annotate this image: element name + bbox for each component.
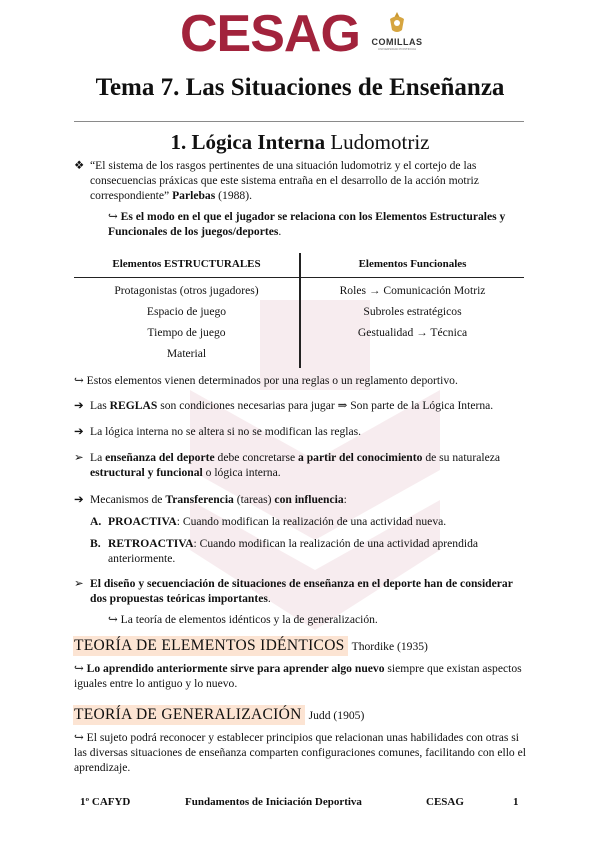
quote-note: ↪ Es el modo en el que el jugador se relaciona con los Elementos Estructurales y Funcionales de los juegos/deportes. (108, 210, 506, 238)
table-header-structural: Elementos ESTRUCTURALES (112, 258, 261, 270)
list-label-a: A. (90, 515, 102, 528)
footer-course: 1º CAFYD (80, 796, 131, 808)
footer-org: CESAG (426, 796, 464, 808)
point-text: : (343, 493, 347, 506)
quote-block (90, 158, 530, 203)
table-cell: Tiempo de juego (147, 326, 226, 339)
point-bold: El diseño y secuenciación de situaciones de enseñanza en el deporte han de considerar dos propuestas teóricas importantes (90, 577, 513, 605)
table-cell: Roles → Comunicación Motriz (339, 284, 486, 297)
point-rules (90, 398, 530, 413)
hook-arrow-icon: ↪ (108, 613, 118, 626)
page-number: 1 (513, 796, 519, 808)
diamond-bullet-icon: ❖ (74, 159, 85, 172)
point-text: La (90, 451, 103, 464)
point-design-note (108, 612, 528, 627)
point-bold: enseñanza del deporte (105, 451, 215, 464)
table-cell: Espacio de juego (146, 305, 227, 318)
theory-bold: Lo aprendido anteriormente sirve para aprender algo nuevo (86, 662, 385, 675)
list-item-proactive (108, 514, 528, 529)
hook-arrow-icon: ↪ (74, 662, 84, 675)
point-text: Las (90, 399, 107, 412)
section-heading (0, 128, 600, 156)
table-cell: Subroles estratégicos (363, 305, 462, 318)
section-number: 1. Lógica Interna (170, 130, 326, 154)
page-title: Tema 7. Las Situaciones de Enseñanza (95, 74, 505, 101)
theory-author: Thordike (1935) (351, 640, 428, 653)
theory-text: siempre que existan aspectos iguales entre lo antiguo y lo nuevo. (74, 662, 522, 690)
arrow-bullet-icon: ➔ (74, 493, 84, 506)
theory-text: El sujeto podrá reconocer y establecer principios que relacionan unas habilidades con otras si las diversas situaciones de enseñanza comparten configuraciones comunes, facilitando con ello el aprendizaje. (74, 731, 526, 774)
table-cell: Protagonistas (otros jugadores) (114, 284, 259, 297)
arrow-bullet-icon: ➔ (74, 425, 84, 438)
footer-subject: Fundamentos de Iniciación Deportiva (185, 796, 362, 808)
point-bold: a partir del conocimiento (298, 451, 423, 464)
table-divider-horizontal (74, 277, 524, 278)
theory-generalization-heading (73, 705, 533, 725)
brand-logo: CESAG (180, 5, 360, 63)
list-item-retroactive (108, 536, 528, 566)
theory-heading: TEORÍA DE GENERALIZACIÓN (73, 705, 305, 725)
point-text: o lógica interna. (205, 466, 281, 479)
point-text: La teoría de elementos idénticos y la de generalización. (120, 613, 378, 626)
point-logic: La lógica interna no se altera si no se modifican las reglas. (90, 425, 362, 438)
point-text: debe concretarse (217, 451, 296, 464)
point-design (90, 576, 520, 606)
point-text: son condiciones necesarias para jugar ⇒ Son parte de la Lógica Interna. (160, 399, 494, 412)
point-bold: RETROACTIVA (108, 537, 194, 550)
quote-text: “El sistema de los rasgos pertinentes de una situación ludomotriz y el cortejo de las consecuencias práxicas que este sistema entraña en el desarrollo de la acción motriz correspondiente” (90, 159, 479, 202)
partner-sub: UNIVERSIDAD PONTIFICIA (377, 47, 417, 51)
point-text: Estos elementos vienen determinados por una reglas o un reglamento deportivo. (86, 374, 458, 387)
table-cell: Gestualidad → Técnica (357, 326, 468, 339)
arrow-bullet-icon: ➔ (74, 399, 84, 412)
point-bold: con influencia (274, 493, 344, 506)
quote-year: (1988). (218, 189, 252, 202)
list-label-b: B. (90, 537, 101, 550)
table-header-functional: Elementos Funcionales (358, 258, 467, 270)
theory-identical-heading (73, 636, 533, 656)
crest-icon (382, 10, 412, 36)
hook-arrow-icon: ↪ (108, 210, 118, 223)
point-text: Mecanismos de (90, 493, 163, 506)
theory-heading: TEORÍA DE ELEMENTOS IDÉNTICOS (73, 636, 348, 656)
theory-identical-body (74, 661, 529, 691)
point-teaching (90, 450, 525, 480)
triangle-bullet-icon: ➢ (74, 451, 84, 464)
comillas-logo (362, 10, 432, 60)
point-rules-intro (74, 373, 534, 388)
triangle-bullet-icon: ➢ (74, 577, 84, 590)
point-text: . (267, 592, 271, 605)
point-text: : Cuando modifican la realización de una actividad aprendida anteriormente. (108, 537, 479, 565)
title-divider (74, 121, 524, 122)
point-bold: Transferencia (165, 493, 234, 506)
point-bold: PROACTIVA (108, 515, 177, 528)
quote-author: Parlebas (172, 189, 216, 202)
hook-arrow-icon: ↪ (74, 731, 84, 744)
point-text: de su naturaleza (425, 451, 501, 464)
section-rest: Ludomotriz (330, 130, 430, 154)
theory-generalization-body (74, 730, 529, 775)
table-cell: Material (166, 347, 207, 360)
hook-arrow-icon: ↪ (74, 374, 84, 387)
partner-name: COMILLAS (371, 37, 423, 47)
point-text: : Cuando modifican la realización de una actividad nueva. (176, 515, 447, 528)
point-bold: estructural y funcional (90, 466, 203, 479)
point-bold: REGLAS (109, 399, 158, 412)
point-text: (tareas) (236, 493, 272, 506)
quote-note-text: Es el modo en el que el jugador se relaciona con los Elementos Estructurales y Funcionales de los juegos/deportes (108, 210, 506, 238)
theory-author: Judd (1905) (308, 709, 365, 722)
point-transfer (90, 492, 530, 507)
